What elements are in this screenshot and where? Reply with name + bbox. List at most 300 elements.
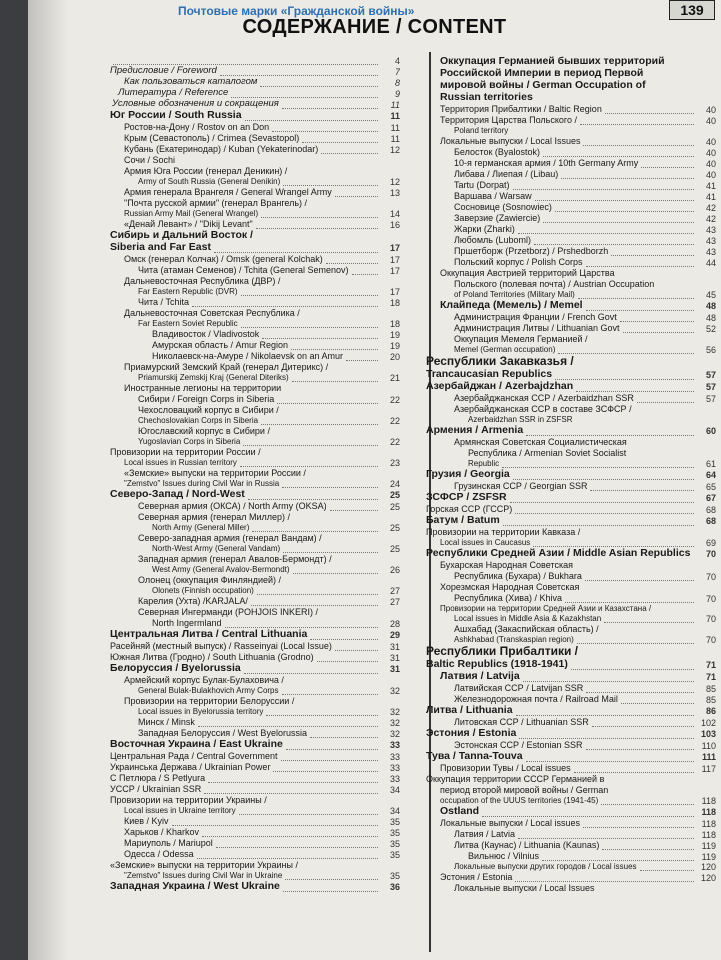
toc-entry-page: 118 bbox=[701, 796, 716, 806]
toc-entry bbox=[426, 279, 716, 290]
dot-leader bbox=[580, 124, 694, 125]
dot-leader bbox=[561, 178, 694, 179]
toc-entry-page: 25 bbox=[389, 544, 400, 554]
toc-entry-page: 11 bbox=[390, 100, 400, 110]
dot-leader bbox=[623, 332, 694, 333]
toc-entry-title: Эстония / Estonia bbox=[440, 872, 513, 882]
toc-entry-title: Западная Украина / West Ukraine bbox=[110, 881, 280, 892]
dot-leader bbox=[605, 113, 694, 114]
toc-entry bbox=[426, 683, 716, 694]
toc-entry-page: 118 bbox=[701, 830, 716, 840]
toc-entry-title: Провизории на территории Украины / bbox=[110, 795, 267, 805]
toc-entry-page: 44 bbox=[705, 258, 716, 268]
toc-entry-title: Chechoslovakian Corps in Siberia bbox=[138, 416, 259, 425]
toc-entry-page: 31 bbox=[389, 664, 400, 674]
toc-entry bbox=[426, 459, 716, 469]
toc-entry bbox=[426, 614, 716, 624]
toc-entry-title: Вильнюс / Vilnius bbox=[468, 851, 540, 861]
toc-entry-title: Tartu (Dorpat) bbox=[454, 180, 510, 190]
toc-entry-title: Оккупация Австрией территорий Царства bbox=[440, 268, 615, 278]
toc-entry bbox=[426, 740, 716, 751]
toc-entry-title: Ashkhabad (Transkaspian region) bbox=[454, 635, 574, 644]
dot-leader bbox=[282, 108, 378, 109]
toc-entry-title: North-West Army (General Vandam) bbox=[152, 544, 281, 553]
toc-entry bbox=[110, 265, 400, 276]
toc-entry bbox=[426, 593, 716, 604]
toc-entry-title: Эстония / Estonia bbox=[426, 728, 517, 739]
toc-entry bbox=[426, 751, 716, 763]
toc-entry-title: «Денай Левант» / "Dikij Levant" bbox=[124, 219, 253, 229]
toc-entry bbox=[426, 437, 716, 448]
dot-leader bbox=[257, 594, 378, 595]
toc-entry-page: 28 bbox=[389, 619, 400, 629]
toc-entry-title: West Army (General Avalov-Bermondt) bbox=[152, 565, 290, 574]
dot-leader bbox=[261, 217, 378, 218]
toc-entry-page: 16 bbox=[389, 220, 400, 230]
toc-entry-title: Локальные выпуски / Local Issues bbox=[454, 883, 595, 893]
toc-entry-title: «Земские» выпуски на территории Украины / bbox=[110, 860, 298, 870]
toc-entry bbox=[110, 329, 400, 340]
toc-entry-page: 103 bbox=[700, 729, 716, 739]
toc-entry-page: 34 bbox=[389, 785, 400, 795]
toc-entry-title: Грузия / Georgia bbox=[426, 469, 510, 480]
dot-leader bbox=[533, 546, 694, 547]
dot-leader bbox=[285, 879, 378, 880]
toc-entry-page: 11 bbox=[390, 123, 400, 133]
toc-entry bbox=[110, 437, 400, 447]
dot-leader bbox=[214, 252, 378, 253]
toc-entry-page: 22 bbox=[389, 395, 400, 405]
toc-entry bbox=[426, 136, 716, 147]
toc-entry bbox=[426, 448, 716, 459]
toc-entry bbox=[110, 501, 400, 512]
toc-entry-title: Азербайджанская ССР в составе ЗСФСР / bbox=[454, 404, 632, 414]
toc-entry-title: Чита (атаман Семенов) / Tchita (General Semenov) bbox=[138, 265, 349, 275]
toc-entry-title: Предисловие / Foreword bbox=[110, 66, 217, 76]
toc-entry bbox=[426, 671, 716, 683]
toc-entry bbox=[426, 492, 716, 504]
toc-entry bbox=[110, 447, 400, 458]
toc-entry bbox=[426, 104, 716, 115]
dot-leader bbox=[198, 726, 378, 727]
toc-entry-title: Азербайджанская ССР / Azerbaidzhan SSR bbox=[454, 393, 634, 403]
dot-leader bbox=[583, 145, 694, 146]
toc-entry bbox=[426, 224, 716, 235]
toc-entry-title: Ростов-на-Дону / Rostov on an Don bbox=[124, 122, 270, 132]
toc-entry bbox=[426, 818, 716, 829]
toc-entry bbox=[110, 816, 400, 827]
dot-leader bbox=[248, 499, 378, 500]
toc-entry bbox=[110, 827, 400, 838]
toc-entry-page: 17 bbox=[389, 266, 400, 276]
dot-leader bbox=[577, 643, 694, 644]
toc-entry-page: 33 bbox=[389, 774, 400, 784]
toc-entry-title: Провизории на территории Средней Азии и Казахстана / bbox=[440, 604, 652, 613]
dot-leader bbox=[321, 153, 378, 154]
toc-entry-page: 111 bbox=[701, 752, 716, 762]
toc-entry-title: Харьков / Kharkov bbox=[124, 827, 200, 837]
toc-entry-title: Local issues in Middle Asia & Kazakhstan bbox=[454, 614, 602, 623]
toc-entry-title: Условные обозначения и сокращения bbox=[112, 99, 279, 109]
toc-entry-title: Тува / Tanna-Touva bbox=[426, 751, 523, 762]
toc-entry bbox=[110, 88, 400, 99]
toc-entry-title: of Poland Territories (Military Mail) bbox=[454, 290, 575, 299]
toc-entry-title: Горская ССР (ГССР) bbox=[426, 504, 513, 514]
toc-entry bbox=[426, 635, 716, 645]
toc-entry-page: 57 bbox=[705, 370, 716, 380]
toc-entry bbox=[110, 77, 400, 88]
toc-entry-page: 27 bbox=[389, 586, 400, 596]
dot-leader bbox=[326, 263, 378, 264]
toc-entry-title: Варшава / Warsaw bbox=[454, 191, 532, 201]
toc-entry-title: Priamurskij Zemskij Kraj (General Diteriks) bbox=[138, 373, 289, 382]
toc-entry-page: 35 bbox=[389, 871, 400, 881]
dot-leader bbox=[282, 487, 378, 488]
toc-entry-title: Литовская ССР / Lithuanian SSR bbox=[454, 717, 589, 727]
toc-entry-title: Trancaucasian Republics bbox=[426, 369, 553, 380]
toc-entry-title: Сибири / Foreign Corps in Siberia bbox=[138, 394, 275, 404]
toc-entry bbox=[110, 254, 400, 265]
toc-entry-title: North Army (General Miller) bbox=[152, 523, 250, 532]
dot-leader bbox=[513, 189, 694, 190]
dot-leader bbox=[220, 75, 378, 76]
toc-entry-page: 33 bbox=[389, 740, 400, 750]
dot-leader bbox=[335, 650, 378, 651]
toc-entry bbox=[426, 202, 716, 213]
toc-entry-page: 40 bbox=[705, 116, 716, 126]
toc-entry-title: Azerbaidzhan SSR in ZSFSR bbox=[468, 415, 573, 424]
dot-leader bbox=[543, 222, 694, 223]
toc-entry-title: "Почта русской армии" (генерал Врангель) / bbox=[124, 198, 308, 208]
toc-entry bbox=[426, 345, 716, 355]
dot-leader bbox=[335, 196, 378, 197]
toc-entry-title: мировой войны / German Occupation of bbox=[440, 80, 646, 91]
toc-entry bbox=[426, 126, 716, 136]
toc-entry bbox=[110, 739, 400, 751]
toc-entry bbox=[426, 645, 716, 659]
toc-entry bbox=[110, 544, 400, 554]
toc-entry-title: Ostland bbox=[440, 806, 480, 817]
toc-entry bbox=[110, 860, 400, 871]
dot-leader bbox=[523, 681, 694, 682]
toc-entry-title: Baltic Republics (1918-1941) bbox=[426, 659, 568, 670]
toc-entry bbox=[110, 806, 400, 816]
toc-entry-page: 43 bbox=[705, 225, 716, 235]
toc-entry-page: 40 bbox=[705, 170, 716, 180]
toc-entry-title: North Ingermland bbox=[152, 618, 222, 628]
toc-entry-title: Литература / Reference bbox=[118, 88, 229, 98]
toc-entry bbox=[110, 198, 400, 209]
toc-entry bbox=[110, 762, 400, 773]
toc-entry-page: 19 bbox=[389, 330, 400, 340]
dot-leader bbox=[244, 673, 378, 674]
toc-entry-title: Восточная Украина / East Ukraine bbox=[110, 739, 283, 750]
dot-leader bbox=[286, 749, 378, 750]
toc-entry bbox=[426, 862, 716, 872]
toc-entry bbox=[426, 425, 716, 437]
toc-entry bbox=[110, 383, 400, 394]
toc-entry-title: С Петлюра / S Petlyura bbox=[110, 773, 206, 783]
toc-entry-page: 35 bbox=[389, 839, 400, 849]
dot-leader bbox=[202, 836, 378, 837]
dot-leader bbox=[208, 782, 378, 783]
dot-leader bbox=[291, 349, 378, 350]
toc-entry-title: Армянская Советская Социалистическая bbox=[454, 437, 627, 447]
toc-entry-page: 70 bbox=[705, 614, 716, 624]
toc-entry-page: 32 bbox=[389, 707, 400, 717]
dot-leader bbox=[251, 605, 378, 606]
toc-entry bbox=[426, 355, 716, 369]
toc-entry-title: Провизории на территории Кавказа / bbox=[426, 527, 581, 537]
toc-entry bbox=[426, 404, 716, 415]
toc-entry bbox=[426, 381, 716, 393]
toc-entry-page: 35 bbox=[389, 817, 400, 827]
toc-entry bbox=[426, 180, 716, 191]
dot-leader bbox=[277, 403, 378, 404]
toc-entry-page: 118 bbox=[701, 819, 716, 829]
toc-entry bbox=[426, 469, 716, 481]
toc-entry-title: Северо-Запад / Nord-West bbox=[110, 489, 245, 500]
toc-entry-title: Дальневосточная Советская Республика / bbox=[124, 308, 300, 318]
toc-entry-title: Кубань (Екатеринодар) / Kuban (Yekaterinodar) bbox=[124, 144, 319, 154]
toc-entry-title: Хорезмская Народная Советская bbox=[440, 582, 580, 592]
toc-entry bbox=[110, 849, 400, 860]
dot-leader bbox=[516, 715, 694, 716]
toc-entry-title: Local issues in Caucasus bbox=[440, 538, 531, 547]
toc-entry-title: Армейский корпус Булак-Булаховича / bbox=[124, 675, 284, 685]
dot-leader bbox=[197, 858, 378, 859]
dot-leader bbox=[515, 513, 694, 514]
toc-entry bbox=[426, 840, 716, 851]
toc-entry-title: Западная армия (генерал Авалов-Бермондт) / bbox=[138, 554, 332, 564]
toc-entry bbox=[426, 323, 716, 334]
toc-entry-page: 40 bbox=[705, 105, 716, 115]
toc-entry-page: 57 bbox=[705, 382, 716, 392]
dot-leader bbox=[281, 760, 378, 761]
toc-entry-page: 11 bbox=[390, 111, 400, 121]
dot-leader bbox=[231, 97, 378, 98]
toc-entry-page: 19 bbox=[389, 341, 400, 351]
toc-entry-title: Азербайджан / Azerbajdzhan bbox=[426, 381, 574, 392]
toc-entry-page: 57 bbox=[705, 394, 716, 404]
toc-entry bbox=[426, 624, 716, 635]
toc-entry bbox=[426, 56, 716, 68]
toc-entry-title: "Zemstvo" Issues during Civil War in Russia bbox=[124, 479, 280, 488]
toc-entry-title: Оккупация Мемеля Германией / bbox=[454, 334, 588, 344]
toc-entry bbox=[110, 795, 400, 806]
dot-leader bbox=[283, 185, 378, 186]
dot-leader bbox=[586, 266, 694, 267]
toc-entry bbox=[110, 209, 400, 219]
toc-entry-title: Литва / Lithuania bbox=[426, 705, 513, 716]
toc-entry bbox=[426, 80, 716, 92]
toc-entry-page: 40 bbox=[705, 159, 716, 169]
toc-entry-title: Одесса / Odessa bbox=[124, 849, 194, 859]
toc-entry bbox=[426, 268, 716, 279]
toc-entry bbox=[110, 641, 400, 652]
toc-entry-title: Амурская область / Amur Region bbox=[152, 340, 289, 350]
toc-left-column bbox=[110, 56, 400, 893]
dot-leader bbox=[310, 639, 378, 640]
toc-entry-title: Республики Закавказья / bbox=[426, 355, 574, 368]
dot-leader bbox=[283, 891, 378, 892]
toc-entry bbox=[110, 773, 400, 784]
toc-entry-title: УССР / Ukrainian SSR bbox=[110, 784, 202, 794]
toc-entry-title: Army of South Russia (General Denikin) bbox=[138, 177, 281, 186]
toc-entry bbox=[426, 213, 716, 224]
toc-entry bbox=[110, 523, 400, 533]
toc-entry bbox=[110, 133, 400, 144]
dot-leader bbox=[620, 321, 694, 322]
toc-entry-title: Чита / Tchita bbox=[138, 297, 190, 307]
toc-entry bbox=[110, 629, 400, 641]
toc-entry-title: Батум / Batum bbox=[426, 515, 500, 526]
toc-entry-page: 13 bbox=[389, 188, 400, 198]
dot-leader bbox=[621, 703, 694, 704]
toc-entry bbox=[110, 242, 400, 254]
toc-entry-page: 41 bbox=[705, 192, 716, 202]
toc-entry-page: 48 bbox=[705, 301, 716, 311]
toc-entry-page: 18 bbox=[389, 319, 400, 329]
toc-entry-title: Оккупация Германией бывших территорий bbox=[440, 56, 665, 67]
toc-entry bbox=[110, 166, 400, 177]
toc-entry-title: Russian Army Mail (General Wrangel) bbox=[124, 209, 259, 218]
dot-leader bbox=[515, 881, 694, 882]
toc-entry-title: Украинська Держава / Ukrainian Power bbox=[110, 762, 271, 772]
toc-entry-title: Эстонская ССР / Estonian SSR bbox=[454, 740, 583, 750]
toc-entry bbox=[110, 122, 400, 133]
toc-entry-page: 31 bbox=[389, 642, 400, 652]
toc-entry-title: Local issues in Ukraine territory bbox=[124, 806, 236, 815]
toc-entry bbox=[110, 56, 400, 66]
toc-entry bbox=[110, 489, 400, 501]
dot-leader bbox=[261, 424, 378, 425]
toc-entry-title: Republic bbox=[468, 459, 500, 468]
toc-entry bbox=[110, 554, 400, 565]
toc-entry-page: 64 bbox=[705, 470, 716, 480]
toc-entry bbox=[426, 169, 716, 180]
dot-leader bbox=[592, 726, 694, 727]
toc-entry-title: Олонец (оккупация Финляндией) / bbox=[138, 575, 282, 585]
dot-leader bbox=[542, 860, 694, 861]
dot-leader bbox=[502, 467, 694, 468]
toc-entry bbox=[110, 340, 400, 351]
toc-entry bbox=[110, 351, 400, 362]
dot-leader bbox=[583, 827, 694, 828]
toc-entry-title: Белосток (Byalostok) bbox=[454, 147, 540, 157]
toc-entry-page: 33 bbox=[389, 763, 400, 773]
toc-entry-title: Польский корпус / Polish Corps bbox=[454, 257, 583, 267]
toc-entry bbox=[426, 515, 716, 527]
toc-entry-title: Российской Империи в период Первой bbox=[440, 68, 644, 79]
toc-entry bbox=[426, 504, 716, 515]
toc-entry bbox=[426, 246, 716, 257]
toc-entry-title: Администрация Франции / French Govt bbox=[454, 312, 617, 322]
toc-entry-title: Николаевск-на-Амуре / Nikolaevsk on an Amur bbox=[152, 351, 343, 361]
toc-entry-title: Жарки (Zharki) bbox=[454, 224, 515, 234]
toc-entry-page: 7 bbox=[394, 67, 400, 77]
dot-leader bbox=[172, 825, 378, 826]
dot-leader bbox=[640, 870, 694, 871]
toc-entry bbox=[426, 415, 716, 425]
toc-entry bbox=[110, 219, 400, 230]
toc-entry-title: "Zemstvo" Issues during Civil War in Ukraine bbox=[124, 871, 283, 880]
page-title: СОДЕРЖАНИЕ / CONTENT bbox=[242, 16, 507, 38]
toc-entry-title: ЗСФСР / ZSFSR bbox=[426, 492, 507, 503]
toc-entry-title: 10-я германская армия / 10th Germany Army bbox=[454, 158, 639, 168]
toc-entry-title: Армения / Armenia bbox=[426, 425, 524, 436]
toc-entry-page: 43 bbox=[705, 247, 716, 257]
page-number: 139 bbox=[669, 0, 715, 20]
toc-entry bbox=[426, 548, 716, 560]
toc-entry-page: 17 bbox=[389, 243, 400, 253]
toc-entry bbox=[426, 883, 716, 894]
dot-leader bbox=[310, 737, 378, 738]
toc-entry bbox=[110, 663, 400, 675]
toc-entry-title: Локальные выпуски / Local issues bbox=[440, 818, 580, 828]
toc-entry bbox=[110, 512, 400, 523]
toc-entry-title: «Земские» выпуски на территории России / bbox=[124, 468, 306, 478]
running-head: Почтовые марки «Гражданской войны» bbox=[178, 4, 415, 18]
dot-leader bbox=[534, 244, 694, 245]
toc-entry bbox=[426, 694, 716, 705]
toc-entry bbox=[426, 481, 716, 492]
toc-entry-page: 60 bbox=[705, 426, 716, 436]
toc-entry-title: Латвия / Latvija bbox=[440, 671, 520, 682]
toc-entry bbox=[426, 527, 716, 538]
toc-entry bbox=[110, 276, 400, 287]
toc-entry-page: 24 bbox=[389, 479, 400, 489]
toc-entry-title: Киев / Kyiv bbox=[124, 816, 169, 826]
toc-entry bbox=[110, 187, 400, 198]
dot-leader bbox=[518, 233, 694, 234]
dot-leader bbox=[283, 552, 378, 553]
toc-entry-page: 65 bbox=[705, 482, 716, 492]
toc-entry bbox=[426, 115, 716, 126]
toc-entry-title: Как пользоваться каталогом bbox=[124, 77, 258, 87]
toc-entry bbox=[110, 784, 400, 795]
toc-entry-title: Омск (генерал Колчак) / Omsk (general Kolchak) bbox=[124, 254, 323, 264]
toc-entry bbox=[426, 158, 716, 169]
toc-entry bbox=[110, 416, 400, 426]
toc-entry bbox=[426, 582, 716, 593]
toc-entry-page: 85 bbox=[705, 695, 716, 705]
toc-entry-title: Olonets (Finnish occupation) bbox=[152, 586, 254, 595]
toc-entry-title: occupation of the UUUS territories (1941-45) bbox=[440, 796, 599, 805]
binding-shadow bbox=[28, 0, 68, 960]
toc-entry-page: 32 bbox=[389, 718, 400, 728]
toc-entry-page: 117 bbox=[701, 764, 716, 774]
toc-entry bbox=[110, 458, 400, 468]
toc-entry-page: 14 bbox=[389, 209, 400, 219]
toc-entry-title: Владивосток / Vladivostok bbox=[152, 329, 260, 339]
toc-entry-page: 40 bbox=[705, 148, 716, 158]
toc-entry bbox=[110, 575, 400, 586]
toc-entry-page: 48 bbox=[705, 313, 716, 323]
toc-entry-page: 32 bbox=[389, 686, 400, 696]
toc-entry bbox=[426, 829, 716, 840]
toc-entry bbox=[426, 300, 716, 312]
dot-leader bbox=[535, 200, 694, 201]
dot-leader bbox=[192, 306, 378, 307]
toc-entry bbox=[426, 68, 716, 80]
toc-entry-page: 35 bbox=[389, 828, 400, 838]
toc-entry-title: Минск / Minsk bbox=[138, 717, 195, 727]
toc-entry-title: Локальные выпуски / Local Issues bbox=[440, 136, 581, 146]
toc-entry bbox=[110, 155, 400, 166]
toc-entry bbox=[426, 560, 716, 571]
toc-entry bbox=[110, 144, 400, 155]
